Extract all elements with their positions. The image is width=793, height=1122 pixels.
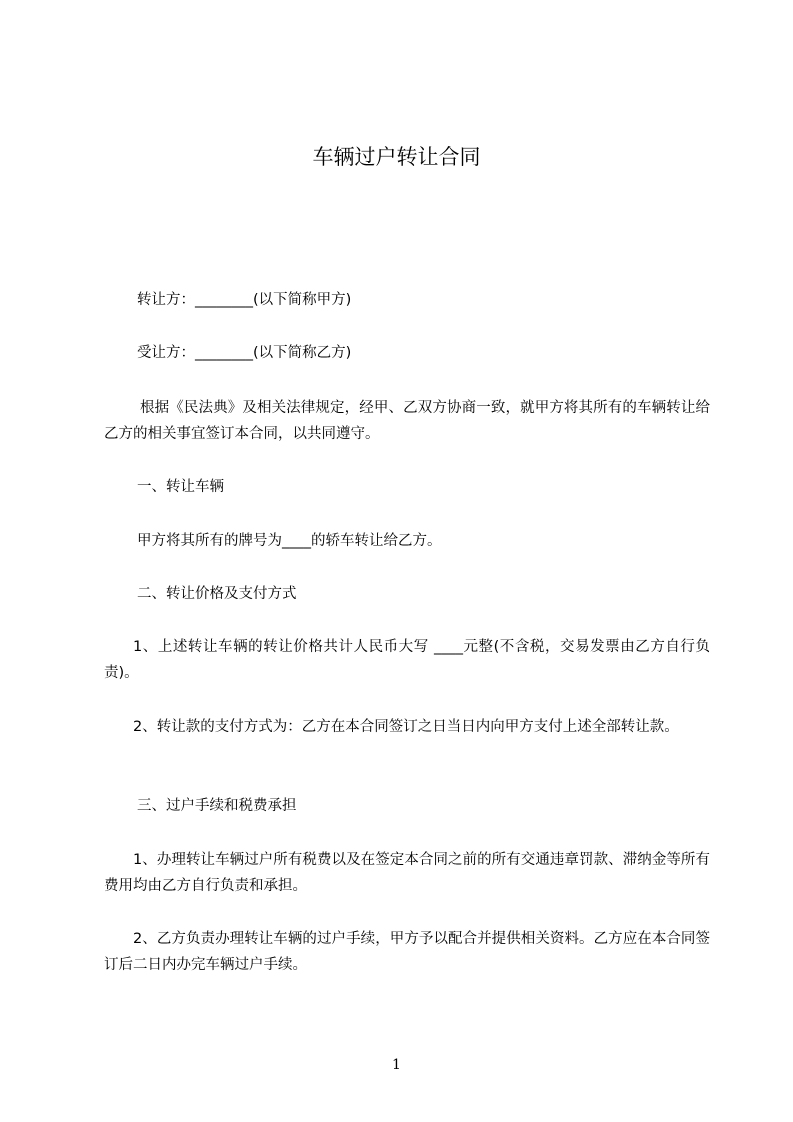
preamble-paragraph: 根据《民法典》及相关法律规定，经甲、乙双方协商一致，就甲方将其所有的车辆转让给乙方的相关事宜签订本合同，以共同遵守。 [104, 400, 710, 442]
transferee-line: 受让方：________(以下简称乙方) [137, 345, 352, 361]
section-3-clause-2: 2、乙方负责办理转让车辆的过户手续，甲方予以配合并提供相关资料。乙方应在本合同签订后二日内办完车辆过户手续。 [104, 931, 710, 973]
section-1-clause: 甲方将其所有的牌号为____的轿车转让给乙方。 [137, 533, 442, 549]
section-2-clause-1: 1、上述转让车辆的转让价格共计人民币大写 ____元整(不含税，交易发票由乙方自行负责)。 [104, 639, 710, 681]
page-number: 1 [392, 1057, 401, 1073]
section-3-heading: 三、过户手续和税费承担 [137, 798, 297, 814]
transferor-line: 转让方：________(以下简称甲方) [137, 292, 352, 308]
document-title: 车辆过户转让合同 [312, 145, 481, 169]
section-1-heading: 一、转让车辆 [137, 479, 224, 495]
section-2-clause-2: 2、转让款的支付方式为：乙方在本合同签订之日当日内向甲方支付上述全部转让款。 [133, 719, 679, 735]
section-2-heading: 二、转让价格及支付方式 [137, 586, 297, 602]
section-3-clause-1: 1、办理转让车辆过户所有税费以及在签定本合同之前的所有交通违章罚款、滞纳金等所有费用均由乙方自行负责和承担。 [104, 852, 710, 894]
